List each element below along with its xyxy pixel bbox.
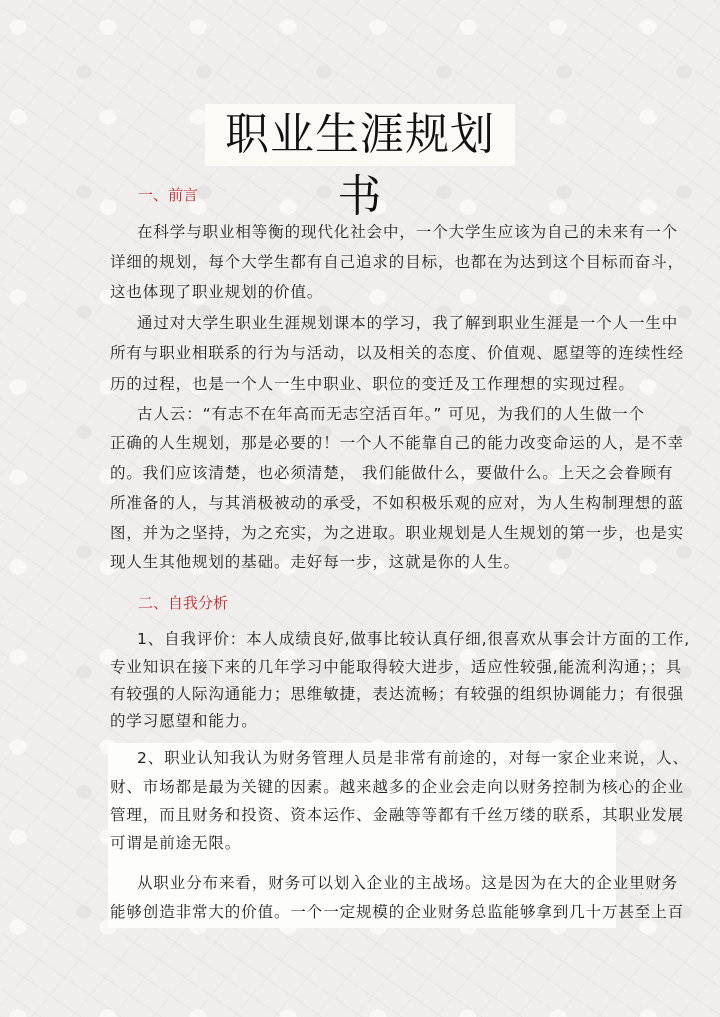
paragraph-line: 历的过程，也是一个人一生中职业、职位的变迁及工作理想的实现过程。 (110, 375, 635, 393)
paragraph-line: 的。我们应该清楚，也必须清楚， 我们能做什么，要做什么。上天之会眷顾有 (110, 464, 674, 482)
paragraph-line: 正确的人生规划，那是必要的！一个人不能靠自己的能力改变命运的人，是不幸 (110, 434, 685, 452)
paragraph-line: 财、市场都是最为关键的因素。越来越多的企业会走向以财务控制为核心的企业 (110, 778, 685, 796)
paragraph-line: 这也体现了职业规划的价值。 (110, 283, 324, 301)
paragraph-line: 有较强的人际沟通能力；思维敏捷，表达流畅；有较强的组织协调能力；有很强 (110, 685, 685, 703)
paragraph-line: 从职业分布来看，财务可以划入企业的主战场。这是因为在大的企业里财务 (137, 874, 679, 892)
paragraph-line: 2、职业认知我认为财务管理人员是非常有前途的，对每一家企业来说，人、 (137, 749, 689, 767)
paragraph-line: 古人云：“有志不在年高而无志空活百年。” 可见，为我们的人生做一个 (137, 405, 645, 423)
paragraph-line: 图，并为之坚持，为之充实，为之进取。职业规划是人生规划的第一步，也是实 (110, 524, 685, 542)
paragraph-line: 详细的规划，每个大学生都有自己追求的目标，也都在为达到这个目标而奋斗， (110, 253, 685, 271)
paragraph-line: 专业知识在接下来的几年学习中能取得较大进步，适应性较强,能流利沟通；；具 (110, 658, 683, 676)
paragraph-line: 所准备的人，与其消极被动的承受，不如积极乐观的应对，为人生构制理想的蓝 (110, 494, 685, 512)
paragraph-line: 可谓是前途无限。 (110, 834, 242, 852)
paragraph-line: 在科学与职业相等衡的现代化社会中，一个大学生应该为自己的未来有一个 (137, 223, 679, 241)
paragraph-line: 管理，而且财务和投资、资本运作、金融等等都有千丝万缕的联系，其职业发展 (110, 806, 685, 824)
paragraph-line: 能够创造非常大的价值。一个一定规模的企业财务总监能够拿到几十万甚至上百 (110, 903, 685, 921)
document-title: 职业生涯规划书 (205, 104, 515, 166)
section-heading-self-analysis: 二、自我分析 (138, 594, 229, 612)
paragraph-line: 1、自我评价：本人成绩良好,做事比较认真仔细,很喜欢从事会计方面的工作, (137, 630, 691, 648)
section-heading-preface: 一、前言 (138, 186, 199, 204)
paragraph-line: 的学习愿望和能力。 (110, 712, 258, 730)
paragraph-line: 通过对大学生职业生涯规划课本的学习，我了解到职业生涯是一个人一生中 (137, 314, 679, 332)
paragraph-line: 现人生其他规划的基础。走好每一步，这就是你的人生。 (110, 553, 521, 571)
paragraph-line: 所有与职业相联系的行为与活动，以及相关的态度、价值观、愿望等的连续性经 (110, 344, 685, 362)
